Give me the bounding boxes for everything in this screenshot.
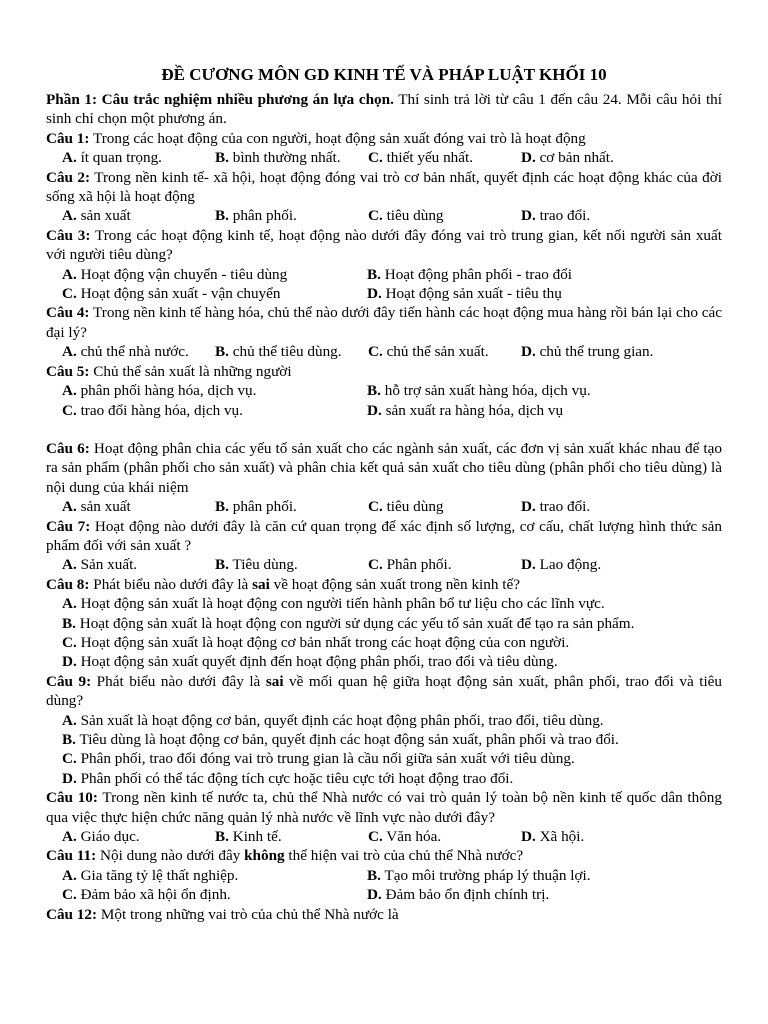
question-text-end: về mối quan hệ giữa hoạt động sản xuất, phân phối, trao đổi và tiêu dùng? xyxy=(46,672,722,710)
option-a: A. Sản xuất là hoạt động cơ bản, quyết định các hoạt động phân phối, trao đổi, tiêu dùng. xyxy=(62,711,604,729)
option-d: D. Phân phối có thể tác động tích cực hoặc tiêu cực tới hoạt động trao đổi. xyxy=(62,769,514,787)
question-label: Câu 12: xyxy=(46,905,98,923)
option-b: B. Hoạt động phân phối - trao đổi xyxy=(367,265,573,283)
option-a: A. Sản xuất. xyxy=(62,556,138,574)
question-label: Câu 1: xyxy=(46,129,90,147)
question-text: Trong nền kinh tế- xã hội, hoạt động đóng vai trò cơ bản nhất, quyết định các hoạt động khác của đời sống xã hội là hoạt động xyxy=(46,168,722,206)
question-text: Một trong những vai trò của chủ thể Nhà nước là xyxy=(97,905,399,923)
question-label: Câu 4: xyxy=(46,304,90,322)
question-text: Chủ thể sản xuất là những người xyxy=(89,362,292,380)
question-text: Hoạt động phân chia các yếu tố sản xuất cho các ngành sản xuất, các đơn vị sản xuất khác nhau để tạo ra sản phẩm (phân phối cho sản xuất) và phân chia kết quả sản xuất cho tiêu dùng (phân phối cho tiêu dùng) là nội dung của khái niệm xyxy=(46,439,722,496)
option-c: C. tiêu dùng xyxy=(368,498,444,516)
option-c: C. Đảm bảo xã hội ổn định. xyxy=(62,886,231,904)
option-d: D. sản xuất ra hàng hóa, dịch vụ xyxy=(367,401,564,419)
options xyxy=(46,866,722,905)
option-d: D. Hoạt động sản xuất - tiêu thụ xyxy=(367,285,562,303)
question-11 xyxy=(46,846,722,904)
options xyxy=(46,827,722,846)
options xyxy=(46,342,722,361)
blank-line xyxy=(46,420,722,439)
question-12 xyxy=(46,905,722,924)
question-1 xyxy=(46,129,722,168)
option-a: A. Hoạt động sản xuất là hoạt động con người tiến hành phân bổ tư liệu cho các lĩnh vực. xyxy=(62,595,605,613)
question-emphasis: sai xyxy=(265,672,284,690)
page-title: ĐỀ CƯƠNG MÔN GD KINH TẾ VÀ PHÁP LUẬT KHỐI 10 xyxy=(161,65,607,84)
option-b: B. bình thường nhất. xyxy=(215,149,341,167)
question-emphasis: sai xyxy=(252,575,270,593)
option-a: A. phân phối hàng hóa, dịch vụ. xyxy=(62,382,257,400)
option-c: C. chủ thể sản xuất. xyxy=(368,343,489,361)
question-5 xyxy=(46,362,722,420)
question-6 xyxy=(46,439,722,517)
option-c: C. Hoạt động sản xuất - vận chuyển xyxy=(62,285,281,303)
option-d: D. Lao động. xyxy=(521,556,602,574)
option-a: A. ít quan trọng. xyxy=(62,149,162,167)
option-b: B. chủ thể tiêu dùng. xyxy=(215,343,342,361)
option-b: B. phân phối. xyxy=(215,207,297,225)
question-label: Câu 5: xyxy=(46,362,90,380)
option-a: A. Giáo dục. xyxy=(62,828,140,846)
part-instructions: Thí sinh trả lời từ câu 1 đến câu 24. Mỗi câu hỏi thí sinh chỉ chọn một phương án. xyxy=(46,91,722,128)
part-intro xyxy=(46,90,722,129)
option-d: D. Hoạt động sản xuất quyết định đến hoạt động phân phối, trao đổi và tiêu dùng. xyxy=(62,653,558,671)
option-d: D. Xã hội. xyxy=(521,828,585,846)
option-c: C. thiết yếu nhất. xyxy=(368,149,474,167)
question-2 xyxy=(46,168,722,226)
option-a: A. Hoạt động vận chuyển - tiêu dùng xyxy=(62,265,288,283)
option-c: C. tiêu dùng xyxy=(368,207,444,225)
question-text-end: thể hiện vai trò của chủ thể Nhà nước? xyxy=(284,847,524,865)
question-label: Câu 6: xyxy=(46,439,90,457)
question-label: Câu 2: xyxy=(46,168,91,186)
question-text: Trong các hoạt động kinh tế, hoạt động nào dưới đây đóng vai trò trung gian, kết nối người sản xuất với người tiêu dùng? xyxy=(46,226,722,264)
question-10 xyxy=(46,788,722,846)
question-text: Phát biểu nào dưới đây là xyxy=(89,575,253,593)
option-b: B. Tiêu dùng là hoạt động cơ bản, quyết định các hoạt động sản xuất, phân phối và trao đổi. xyxy=(62,731,619,748)
option-a: A. Gia tăng tỷ lệ thất nghiệp. xyxy=(62,866,239,884)
question-text: Nội dung nào dưới đây xyxy=(96,847,245,865)
option-d: D. trao đổi. xyxy=(521,498,591,516)
question-4 xyxy=(46,303,722,361)
option-c: C. Hoạt động sản xuất là hoạt động cơ bản nhất trong các hoạt động của con người. xyxy=(62,633,570,651)
option-b: B. Tiêu dùng. xyxy=(215,556,298,574)
option-b: B. Hoạt động sản xuất là hoạt động con người sử dụng các yếu tố sản xuất để tạo ra sản phẩm. xyxy=(62,614,635,632)
options xyxy=(46,555,722,574)
option-c: C. Phân phối. xyxy=(368,556,452,574)
option-b: B. hỗ trợ sản xuất hàng hóa, dịch vụ. xyxy=(367,382,591,400)
option-c: C. Phân phối, trao đổi đóng vai trò trung gian là cầu nối giữa sản xuất với tiêu dùng. xyxy=(62,750,575,768)
question-emphasis: không xyxy=(244,847,285,865)
option-d: D. Đảm bảo ổn định chính trị. xyxy=(367,886,550,904)
options xyxy=(46,497,722,516)
question-7 xyxy=(46,517,722,575)
option-c: C. Văn hóa. xyxy=(368,828,442,846)
option-d: D. cơ bản nhất. xyxy=(521,149,614,167)
question-label: Câu 9: xyxy=(46,672,92,690)
option-b: B. Tạo môi trường pháp lý thuận lợi. xyxy=(367,866,591,884)
question-text: Trong nền kinh tế nước ta, chủ thể Nhà nước có vai trò quản lý toàn bộ nền kinh tế quốc dân thông qua việc thực hiện chức năng quản lý nhà nước về lĩnh vực nào dưới đây? xyxy=(46,789,722,826)
options xyxy=(46,381,722,420)
question-8 xyxy=(46,575,722,672)
question-text-end: về hoạt động sản xuất trong nền kinh tế? xyxy=(269,575,520,593)
option-d: D. chủ thể trung gian. xyxy=(521,343,654,361)
option-b: B. Kinh tế. xyxy=(215,828,282,846)
options xyxy=(46,206,722,225)
question-label: Câu 10: xyxy=(46,789,98,807)
question-9 xyxy=(46,672,722,788)
question-text: Hoạt động nào dưới đây là căn cứ quan trọng để xác định số lượng, cơ cấu, chất lượng hình thức sản phẩm đối với sản xuất ? xyxy=(46,517,722,554)
options xyxy=(46,711,722,789)
option-a: A. sản xuất xyxy=(62,207,131,225)
question-label: Câu 3: xyxy=(46,226,91,244)
options xyxy=(46,594,722,672)
options xyxy=(46,148,722,167)
question-label: Câu 7: xyxy=(46,517,91,535)
option-d: D. trao đổi. xyxy=(521,207,591,225)
question-label: Câu 11: xyxy=(46,847,97,865)
question-label: Câu 8: xyxy=(46,575,90,593)
option-b: B. phân phối. xyxy=(215,498,297,516)
question-3 xyxy=(46,226,722,304)
option-a: A. sản xuất xyxy=(62,498,131,516)
question-text: Phát biểu nào dưới đây là xyxy=(91,672,266,690)
option-a: A. chủ thể nhà nước. xyxy=(62,343,189,361)
option-c: C. trao đổi hàng hóa, dịch vụ. xyxy=(62,401,243,419)
part-label: Phần 1: Câu trắc nghiệm nhiều phương án lựa chọn. xyxy=(46,91,394,108)
options xyxy=(46,265,722,304)
question-text: Trong các hoạt động của con người, hoạt động sản xuất đóng vai trò là hoạt động xyxy=(89,129,586,147)
question-text: Trong nền kinh tế hàng hóa, chủ thể nào dưới đây tiến hành các hoạt động mua hàng rồi bán lại cho các đại lý? xyxy=(46,304,722,341)
